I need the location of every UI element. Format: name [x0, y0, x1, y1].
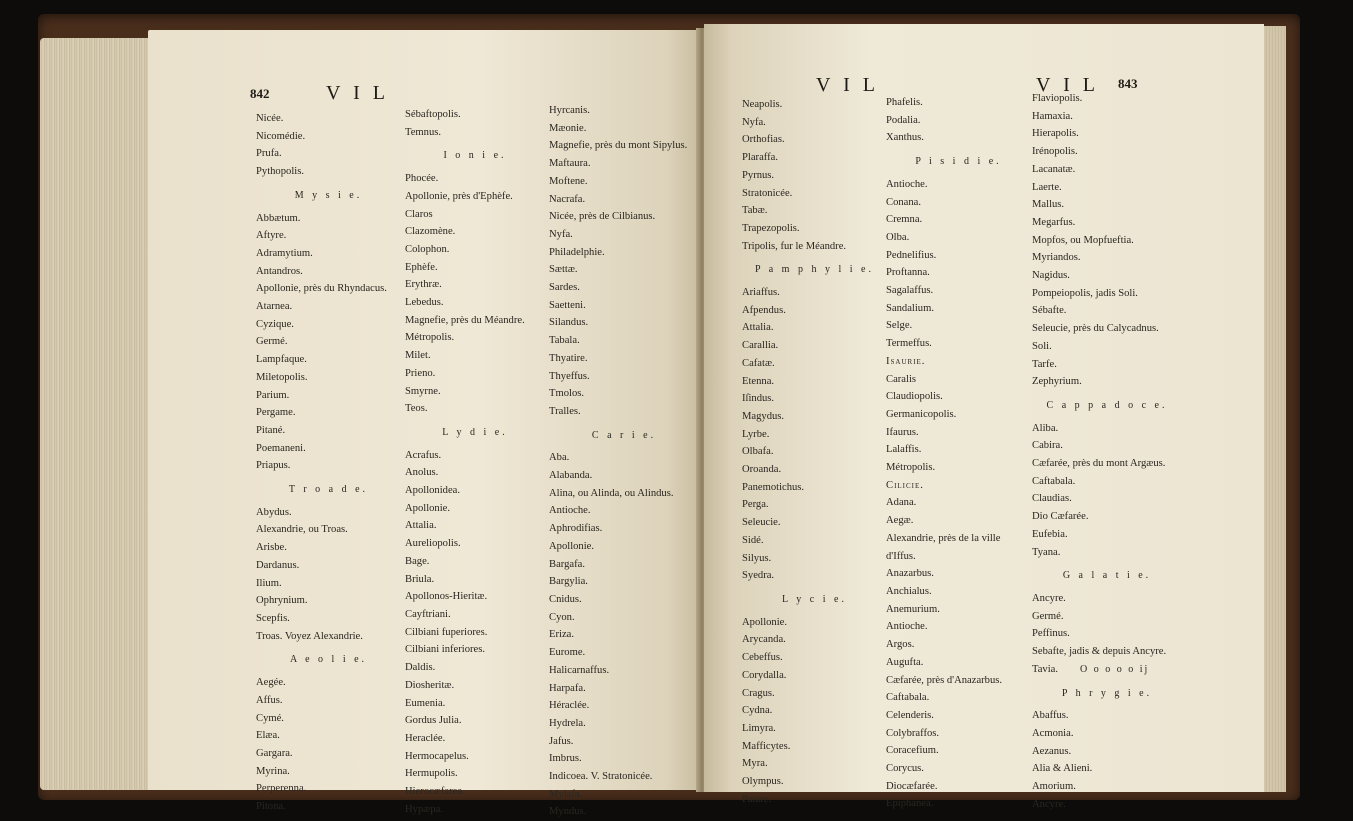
- region-heading: P a m p h y l i e.: [755, 264, 874, 276]
- city-entry: Proftanna.: [886, 267, 930, 279]
- city-entry: Affus.: [256, 694, 283, 706]
- city-entry: Troas. Voyez Alexandrie.: [256, 630, 363, 642]
- city-entry: Sidé.: [742, 534, 764, 546]
- city-entry: Phocée.: [405, 173, 439, 185]
- right-page: [704, 24, 1264, 810]
- city-entry: Aliba.: [1032, 422, 1059, 434]
- city-entry: Hermocapelus.: [405, 750, 469, 762]
- city-entry: Cragus.: [742, 687, 775, 699]
- city-entry: Cabira.: [1032, 440, 1063, 452]
- city-entry: Cymé.: [256, 712, 284, 724]
- city-entry: Nagidus.: [1032, 270, 1070, 282]
- city-entry: Diocæfarée.: [886, 780, 938, 792]
- running-header-right: V I L: [1036, 74, 1099, 96]
- city-entry: Celenderis.: [886, 709, 934, 721]
- city-entry: Myriandos.: [1032, 252, 1081, 264]
- city-entry: Hierocæfarea.: [405, 786, 465, 798]
- city-entry: Germé.: [1032, 610, 1064, 622]
- city-entry: Apollonie, près du Rhyndacus.: [256, 283, 387, 295]
- region-heading: L y d i e.: [442, 426, 508, 438]
- city-entry: Cyzique.: [256, 318, 294, 330]
- city-entry: Podalia.: [886, 114, 921, 126]
- city-entry: Hermupolis.: [405, 768, 458, 780]
- city-entry: Tavia.: [1032, 663, 1059, 675]
- city-entry: Attalia.: [405, 520, 437, 532]
- city-entry: Stratonicée.: [742, 187, 793, 199]
- city-entry: Oroanda.: [742, 464, 782, 476]
- city-entry: Arycanda.: [742, 634, 786, 646]
- city-entry: Sebafte, jadis & depuis Ancyre.: [1032, 646, 1167, 658]
- column-1-left: [256, 110, 401, 816]
- city-entry: Ephèfe.: [405, 261, 438, 273]
- city-entry: Acmonia.: [1032, 727, 1074, 739]
- city-entry: Peffinus.: [1032, 628, 1070, 640]
- city-entry: Indicoea. V. Stratonicée.: [549, 771, 653, 783]
- city-entry: Perga.: [742, 499, 769, 511]
- city-entry: Anolus.: [405, 467, 439, 479]
- city-entry: Seleucie, près du Calycadnus.: [1032, 323, 1159, 335]
- running-header-left: V I L: [326, 82, 389, 104]
- city-entry: Olympus.: [742, 776, 784, 788]
- region-heading: P i s i d i e.: [915, 156, 1002, 168]
- city-entry: Hamaxia.: [1032, 110, 1073, 122]
- city-entry: Nicée.: [256, 113, 284, 124]
- city-entry: Corydalla.: [742, 669, 787, 681]
- city-entry: Nyfa.: [549, 228, 573, 240]
- city-entry: d'Iffus.: [886, 550, 916, 562]
- city-entry: Hierapolis.: [1032, 128, 1079, 140]
- city-entry: Caralis: [886, 373, 917, 385]
- city-entry: Heraclée.: [405, 732, 446, 744]
- city-entry: Eufebia.: [1032, 528, 1068, 540]
- city-entry: Aftyre.: [256, 230, 287, 242]
- city-entry: Cayftriani.: [405, 608, 451, 620]
- city-entry: Cilbiani fuperiores.: [405, 626, 488, 638]
- city-entry: Apollonie.: [549, 540, 595, 552]
- city-entry: Diosheritæ.: [405, 679, 455, 691]
- city-entry: Myrina.: [256, 765, 290, 777]
- column-2-left: [405, 106, 545, 818]
- city-entry: Dardanus.: [256, 559, 300, 571]
- city-entry: Aegæ.: [886, 515, 914, 527]
- running-header-center: V I L: [816, 74, 879, 96]
- city-entry: Limyra.: [742, 722, 776, 734]
- city-entry: Perperenna.: [256, 783, 307, 795]
- city-entry: Aureliopolis.: [405, 538, 461, 550]
- column-1-right: [742, 96, 887, 808]
- city-entry: Elæa.: [256, 730, 280, 742]
- region-heading: C a p p a d o c e.: [1046, 399, 1168, 411]
- city-entry: Panemotichus.: [742, 481, 805, 493]
- city-entry: Temnus.: [405, 126, 442, 138]
- subregion-heading: Isaurie.: [886, 355, 926, 367]
- city-entry: Adramytium.: [256, 247, 313, 259]
- city-entry: Aegée.: [256, 677, 286, 689]
- city-entry: Cremna.: [886, 214, 923, 226]
- city-entry: Antandros.: [256, 265, 303, 277]
- city-entry: Seleucie.: [742, 517, 781, 529]
- city-entry: Apollonie, près d'Ephèfe.: [405, 190, 513, 202]
- city-entry: Scepfis.: [256, 612, 290, 624]
- city-entry: Saetteni.: [549, 299, 586, 311]
- city-entry: Ilium.: [256, 577, 282, 589]
- city-entry: Claudiopolis.: [886, 391, 943, 403]
- city-entry: Flaviopolis.: [1032, 93, 1083, 104]
- page-number-left: 842: [250, 86, 270, 101]
- city-entry: Tralles.: [549, 405, 581, 417]
- column-3-right: [1032, 90, 1182, 813]
- city-entry: Thyatire.: [549, 352, 588, 364]
- city-entry: Colophon.: [405, 243, 450, 255]
- subregion-heading: Cilicie.: [886, 479, 924, 491]
- signature-mark: O o o o o ij: [1080, 664, 1150, 675]
- city-entry: Cæfarée, près d'Anazarbus.: [886, 674, 1003, 686]
- city-entry: Nicée, près de Cilbianus.: [549, 211, 656, 223]
- city-entry: Cnidus.: [549, 593, 582, 605]
- city-entry: Claros: [405, 208, 433, 220]
- city-entry: Sardes.: [549, 282, 580, 294]
- city-entry: Patare.: [742, 793, 772, 805]
- city-entry: Héraclée.: [549, 700, 590, 712]
- city-entry: Augufta.: [886, 656, 924, 668]
- city-entry: Pyrnus.: [742, 169, 775, 181]
- city-entry: Hypæpa.: [405, 803, 443, 815]
- city-entry: Mæonie.: [549, 122, 587, 134]
- city-entry: Olba.: [886, 231, 910, 243]
- city-entry: Phafelis.: [886, 97, 923, 108]
- city-entry: Jafus.: [549, 735, 574, 747]
- city-entry: Magnefie, près du Méandre.: [405, 314, 525, 326]
- page-edges-left: [40, 38, 152, 790]
- city-entry: Eriza.: [549, 629, 574, 641]
- city-entry: Ifaurus.: [886, 426, 919, 438]
- city-entry: Thyeffus.: [549, 370, 590, 382]
- city-entry: Cilbiani inferiores.: [405, 644, 486, 656]
- city-entry: Mallus.: [1032, 199, 1065, 211]
- city-entry: Pergame.: [256, 407, 296, 419]
- city-entry: Acrafus.: [405, 449, 442, 461]
- city-entry: Alina, ou Alinda, ou Alindus.: [549, 487, 674, 499]
- city-entry: Lebedus.: [405, 297, 444, 309]
- city-entry: Sébaftopolis.: [405, 109, 461, 120]
- city-entry: Etenna.: [742, 375, 775, 387]
- city-entry: Antioche.: [886, 178, 928, 190]
- city-entry: Germanicopolis.: [886, 408, 957, 420]
- city-entry: Corycus.: [886, 763, 924, 775]
- city-entry: Pitona.: [256, 801, 286, 813]
- column-2-right: [886, 94, 1031, 813]
- city-entry: Aba.: [549, 452, 570, 464]
- city-entry: Priapus.: [256, 460, 291, 472]
- city-entry: Silyus.: [742, 552, 772, 564]
- page-number-right: 843: [1118, 76, 1138, 91]
- region-heading: L y c i e.: [782, 593, 847, 605]
- city-entry: Bargafa.: [549, 558, 585, 570]
- city-entry: Lyrbe.: [742, 428, 770, 440]
- city-entry: Sagalaffus.: [886, 285, 934, 297]
- city-entry: Ancyre.: [1032, 592, 1066, 604]
- city-entry: Silandus.: [549, 317, 589, 329]
- city-entry: Megarfus.: [1032, 216, 1076, 228]
- city-entry: Attalia.: [742, 322, 774, 334]
- city-entry: Mopfos, ou Mopfueftia.: [1032, 234, 1134, 246]
- city-entry: Nyfa.: [742, 116, 766, 128]
- city-entry: Nacrafa.: [549, 193, 586, 205]
- city-entry: Germé.: [256, 336, 288, 348]
- city-entry: Claudias.: [1032, 493, 1072, 505]
- city-entry: Halicarnaffus.: [549, 664, 610, 676]
- city-entry: Tarfe.: [1032, 358, 1057, 370]
- city-entry: Tmolos.: [549, 388, 585, 400]
- city-entry: Tripolis, fur le Méandre.: [742, 240, 847, 252]
- city-entry: Abbætum.: [256, 212, 301, 224]
- city-entry: Alabanda.: [549, 470, 593, 482]
- city-entry: Anazarbus.: [886, 568, 934, 580]
- city-entry: Apollonie.: [405, 502, 451, 514]
- city-entry: Prufa.: [256, 148, 282, 160]
- city-entry: Smyrne.: [405, 385, 441, 397]
- city-entry: Bargylia.: [549, 576, 588, 588]
- city-entry: Erythræ.: [405, 279, 442, 291]
- city-entry: Trapezopolis.: [742, 222, 800, 234]
- region-heading: G a l a t i e.: [1062, 570, 1152, 582]
- city-entry: Cafatæ.: [742, 357, 775, 369]
- city-entry: Mylafa.: [549, 788, 583, 800]
- region-heading: M y s i e.: [294, 189, 363, 201]
- city-entry: Olbafa.: [742, 446, 774, 458]
- city-entry: Soli.: [1032, 340, 1052, 352]
- city-entry: Teos.: [405, 403, 428, 415]
- city-entry: Apollonie.: [742, 616, 788, 628]
- city-entry: Métropolis.: [886, 462, 936, 474]
- city-entry: Conana.: [886, 196, 922, 208]
- city-entry: Bage.: [405, 555, 430, 567]
- city-entry: Pednelifius.: [886, 249, 937, 261]
- city-entry: Ophrynium.: [256, 595, 308, 607]
- city-entry: Afpendus.: [742, 304, 786, 316]
- page-edges-right: [1262, 26, 1286, 792]
- city-entry: Tabala.: [549, 335, 580, 347]
- city-entry: Antioche.: [886, 621, 928, 633]
- city-entry: Abaffus.: [1032, 710, 1069, 722]
- city-entry: Sættæ.: [549, 264, 578, 276]
- city-entry: Maftaura.: [549, 158, 591, 170]
- city-entry: Sébafte.: [1032, 305, 1067, 317]
- city-entry: Daldis.: [405, 662, 436, 674]
- city-entry: Hydrela.: [549, 717, 586, 729]
- city-entry: Gordus Julia.: [405, 715, 462, 727]
- region-heading: T r o a d e.: [288, 484, 369, 496]
- city-entry: Aphrodifias.: [549, 523, 603, 535]
- city-entry: Parium.: [256, 389, 290, 401]
- city-entry: Imbrus.: [549, 753, 582, 765]
- city-entry: Prieno.: [405, 367, 436, 379]
- city-entry: Selge.: [886, 320, 913, 332]
- city-entry: Lalaffis.: [886, 444, 922, 456]
- city-entry: Myra.: [742, 758, 768, 770]
- city-entry: Xanthus.: [886, 132, 924, 144]
- region-heading: C a r i e.: [591, 429, 657, 441]
- region-heading: P h r y g i e.: [1061, 687, 1153, 699]
- city-entry: Epiphanea.: [886, 798, 934, 810]
- city-entry: Colybraffos.: [886, 727, 940, 739]
- city-entry: Orthofias.: [742, 134, 785, 146]
- city-entry: Alexandrie, près de la ville: [886, 532, 1001, 544]
- city-entry: Magnefie, près du mont Sipylus.: [549, 140, 688, 152]
- city-entry: Lampfaque.: [256, 354, 307, 366]
- city-entry: Atarnea.: [256, 301, 293, 313]
- city-entry: Anchialus.: [886, 585, 932, 597]
- city-entry: Apollonidea.: [405, 485, 461, 497]
- city-entry: Moftene.: [549, 175, 588, 187]
- city-entry: Arisbe.: [256, 542, 287, 554]
- city-entry: Sandalium.: [886, 302, 934, 314]
- city-entry: Miletopolis.: [256, 371, 308, 383]
- city-entry: Tyana.: [1032, 546, 1061, 558]
- city-entry: Carallia.: [742, 340, 779, 352]
- city-entry: Harpafa.: [549, 682, 586, 694]
- city-entry: Métropolis.: [405, 332, 455, 344]
- city-entry: Pompeiopolis, jadis Soli.: [1032, 287, 1138, 299]
- city-entry: Adana.: [886, 497, 917, 509]
- region-heading: I o n i e.: [443, 150, 507, 162]
- left-page: [148, 30, 700, 818]
- city-entry: Pythopolis.: [256, 166, 304, 178]
- city-entry: Milet.: [405, 350, 431, 362]
- city-entry: Plaraffa.: [742, 152, 778, 164]
- city-entry: Laerte.: [1032, 181, 1062, 193]
- city-entry: Pitané.: [256, 424, 286, 436]
- city-entry: Antioche.: [549, 505, 591, 517]
- region-heading: A e o l i e.: [289, 654, 368, 666]
- city-entry: Caftabala.: [1032, 475, 1076, 487]
- city-entry: Gargara.: [256, 747, 293, 759]
- city-entry: Cæfarée, près du mont Argæus.: [1032, 458, 1166, 470]
- city-entry: Eurome.: [549, 647, 586, 659]
- city-entry: Philadelphie.: [549, 246, 605, 258]
- city-entry: Ariaffus.: [742, 287, 780, 299]
- city-entry: Apollonos-Hieritæ.: [405, 591, 488, 603]
- city-entry: Neapolis.: [742, 99, 783, 110]
- city-entry: Iſindus.: [742, 393, 775, 405]
- city-entry: Caftabala.: [886, 692, 930, 704]
- city-entry: Myndus.: [549, 806, 587, 818]
- city-entry: Lacanatæ.: [1032, 163, 1076, 175]
- city-entry: Syedra.: [742, 570, 775, 582]
- column-3-left: [549, 102, 699, 821]
- city-entry: Clazomène.: [405, 226, 456, 238]
- city-entry: Briula.: [405, 573, 435, 585]
- city-entry: Zephyrium.: [1032, 376, 1082, 388]
- city-entry: Irénopolis.: [1032, 146, 1078, 158]
- city-entry: Cydna.: [742, 705, 773, 717]
- city-entry: Hyrcanis.: [549, 105, 590, 116]
- city-entry: Eumenia.: [405, 697, 446, 709]
- city-entry: Alexandrie, ou Troas.: [256, 524, 348, 536]
- city-entry: Cebeffus.: [742, 652, 783, 664]
- city-entry: Cyon.: [549, 611, 575, 623]
- city-entry: Dio Cæfarée.: [1032, 511, 1089, 523]
- city-entry: Magydus.: [742, 410, 785, 422]
- city-entry: Amorium.: [1032, 781, 1076, 793]
- city-entry: Anemurium.: [886, 603, 940, 615]
- city-entry: Nicomédie.: [256, 130, 306, 142]
- city-entry: Poemaneni.: [256, 442, 306, 454]
- city-entry: Alia & Alieni.: [1032, 763, 1093, 775]
- city-entry: Aezanus.: [1032, 745, 1072, 757]
- city-entry: Argos.: [886, 639, 915, 651]
- city-entry: Ancyre.: [1032, 798, 1066, 810]
- city-entry: Abydus.: [256, 506, 292, 518]
- city-entry: Mafficytes.: [742, 740, 791, 752]
- city-entry: Termeffus.: [886, 338, 932, 350]
- city-entry: Coracefium.: [886, 745, 939, 757]
- city-entry: Tabæ.: [742, 205, 768, 217]
